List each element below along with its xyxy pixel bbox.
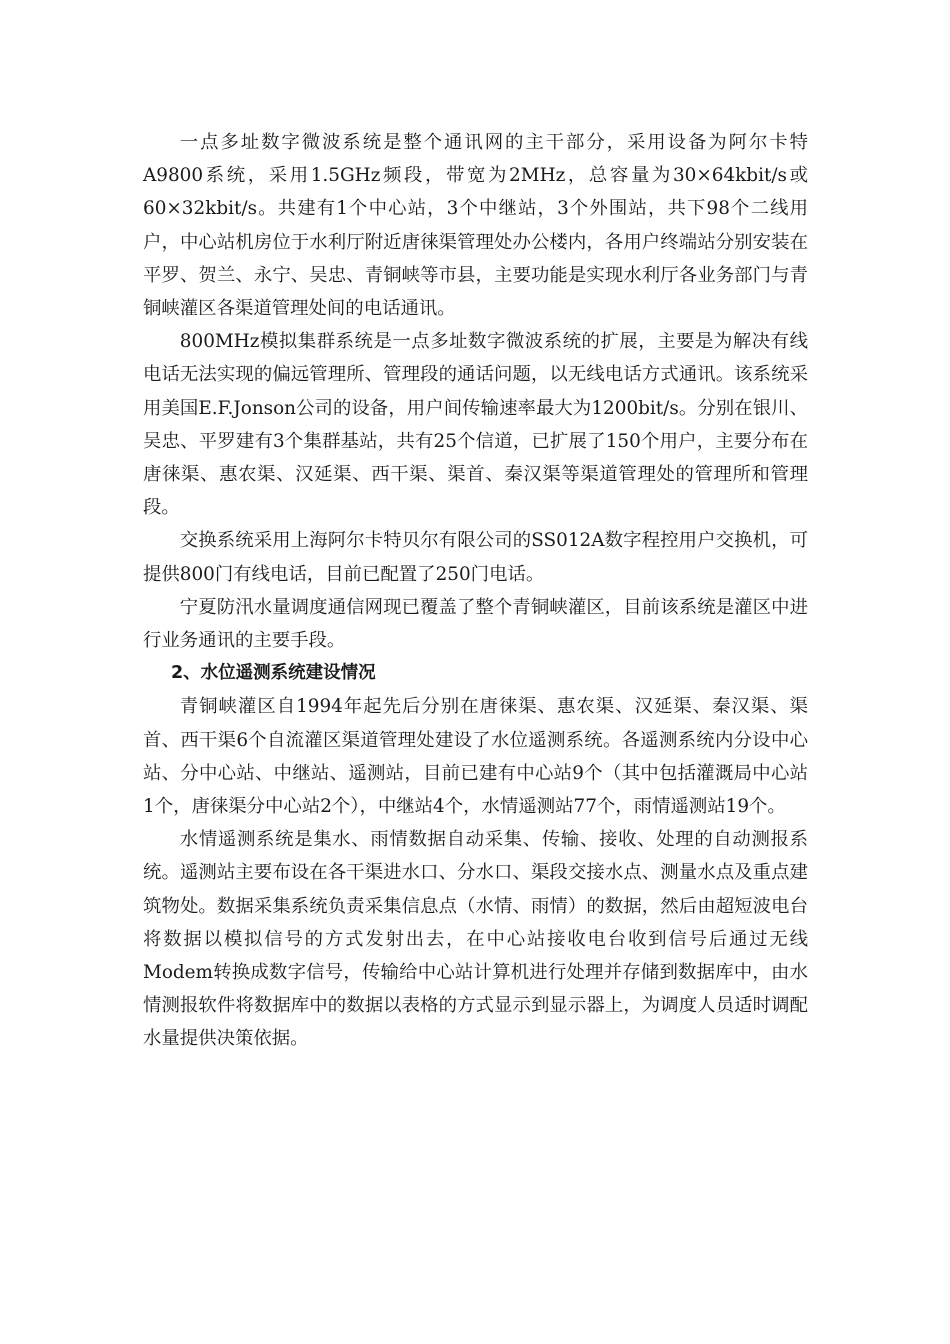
section-heading: 2、水位遥测系统建设情况 [171,663,376,684]
document-page [143,126,808,1056]
paragraph-microwave-system: 一点多址数字微波系统是整个通讯网的主干部分，采用设备为阿尔卡特A9800系统，采用1.5GHz频段，带宽为2MHz，总容量为30×64kbit/s或60×32kbit/s。共建有1个中心站，3个中继站，3个外围站，共下98个二线用户，中心站机房位于水利厅附近唐徕渠管理处办公楼内，各用户终端站分别安装在平罗、贺兰、永宁、吴忠、青铜峡等市县，主要功能是实现水利厅各业务部门与青铜峡灌区各渠道管理处间的电话通讯。 [143,132,808,320]
paragraph-telemetry-construction: 青铜峡灌区自1994年起先后分别在唐徕渠、惠农渠、汉延渠、秦汉渠、渠首、西干渠6个自流灌区渠道管理处建设了水位遥测系统。各遥测系统内分设中心站、分中心站、中继站、遥测站，目前已建有中心站9个（其中包括灌溉局中心站1个，唐徕渠分中心站2个），中继站4个，水情遥测站77个，雨情遥测站19个。 [143,696,808,818]
paragraph-network-coverage: 宁夏防汛水量调度通信网现已覆盖了整个青铜峡灌区，目前该系统是灌区中进行业务通讯的主要手段。 [143,596,808,652]
paragraph-switching-system: 交换系统采用上海阿尔卡特贝尔有限公司的SS012A数字程控用户交换机，可提供800门有线电话，目前已配置了250门电话。 [143,530,808,585]
paragraph-trunking-system: 800MHz模拟集群系统是一点多址数字微波系统的扩展，主要是为解决有线电话无法实现的偏远管理所、管理段的通话问题，以无线电话方式通讯。该系统采用美国E.F.Jonson公司的设备，用户间传输速率最大为1200bit/s。分别在银川、吴忠、平罗建有3个集群基站，共有25个信道，已扩展了150个用户，主要分布在唐徕渠、惠农渠、汉延渠、西干渠、渠首、秦汉渠等渠道管理处的管理所和管理段。 [143,331,808,519]
paragraph-telemetry-description: 水情遥测系统是集水、雨情数据自动采集、传输、接收、处理的自动测报系统。遥测站主要布设在各干渠进水口、分水口、渠段交接水点、测量水点及重点建筑物处。数据采集系统负责采集信息点（水情、雨情）的数据，然后由超短波电台将数据以模拟信号的方式发射出去，在中心站接收电台收到信号后通过无线Modem转换成数字信号，传输给中心站计算机进行处理并存储到数据库中，由水情测报软件将数据库中的数据以表格的方式显示到显示器上，为调度人员适时调配水量提供决策依据。 [143,829,808,1050]
